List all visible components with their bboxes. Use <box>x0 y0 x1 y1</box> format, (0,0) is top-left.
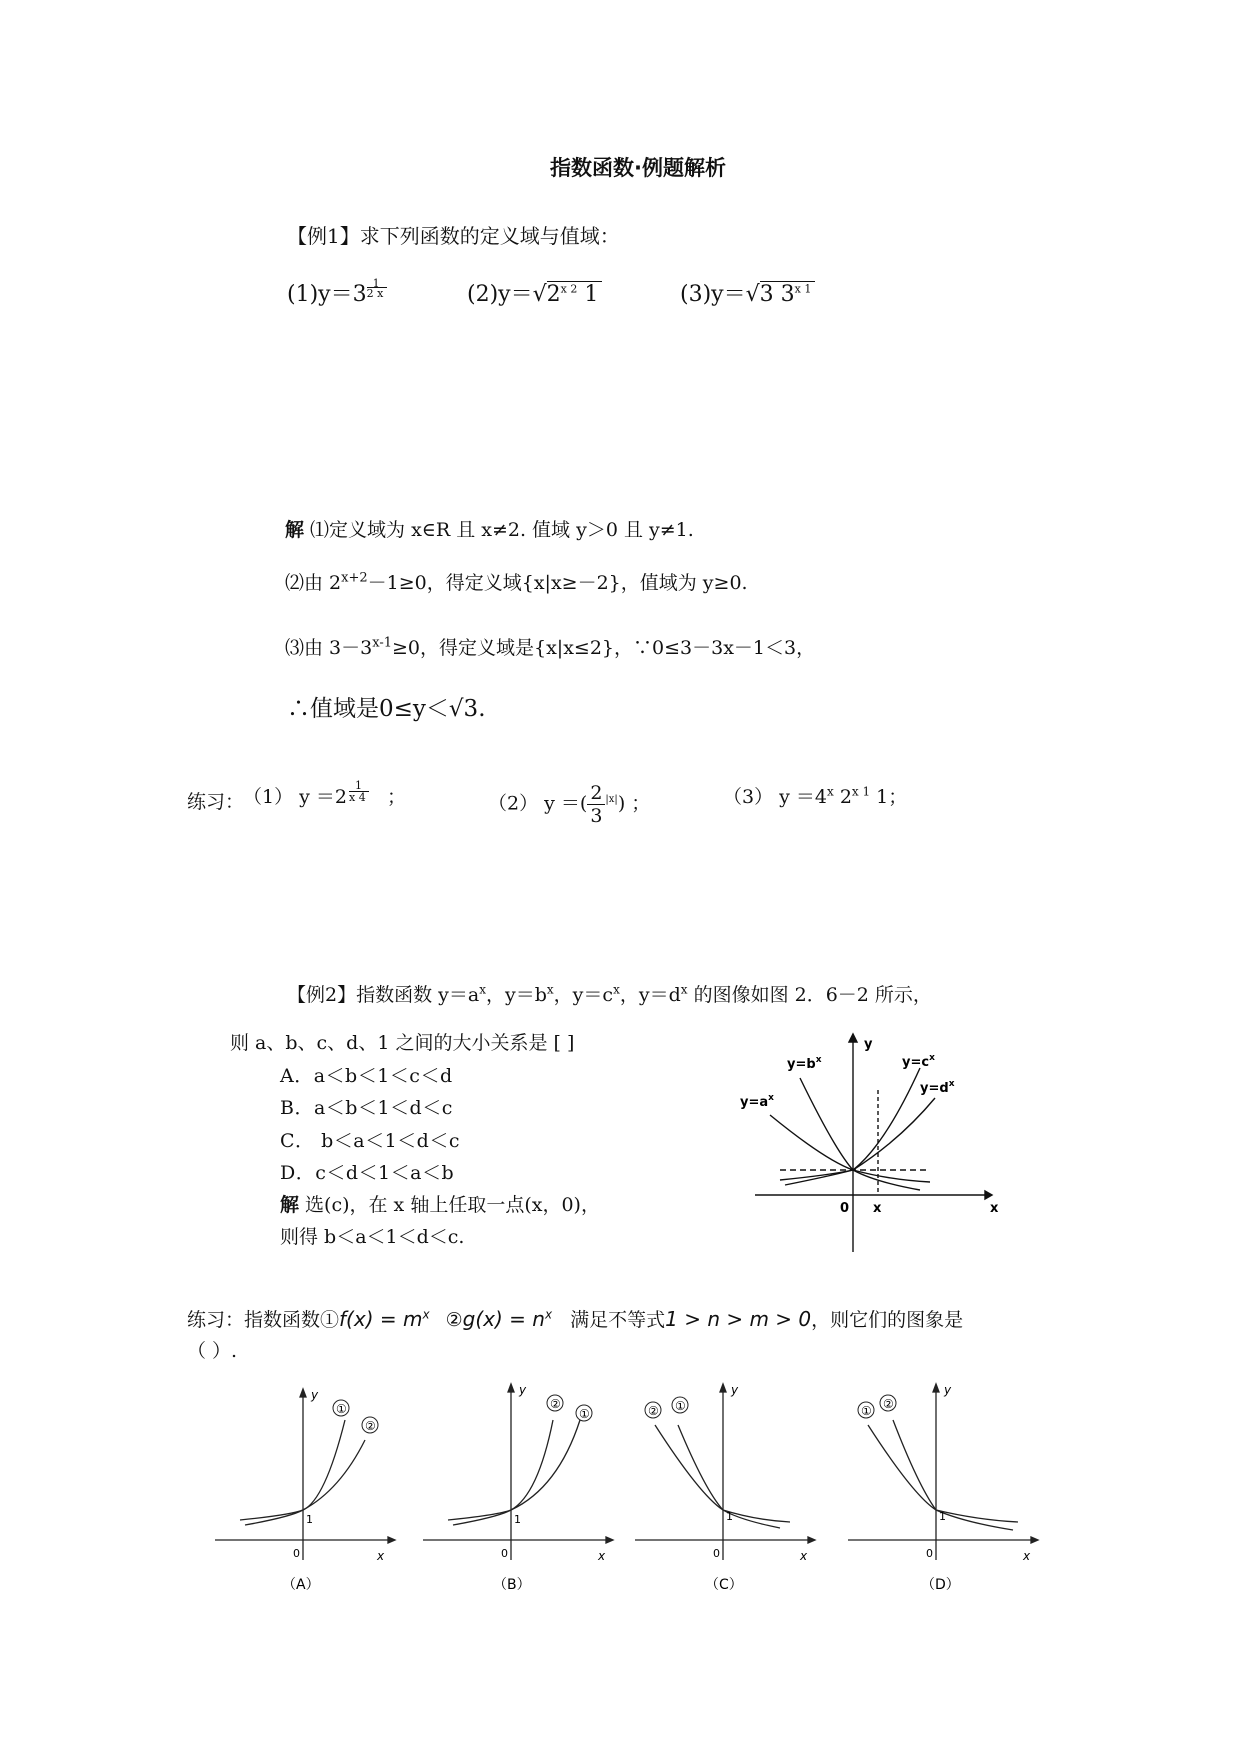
practice1-item1: （1） y ＝2 $\frac{1}{x 4}$ ； <box>243 779 407 808</box>
origin-label: 0 <box>840 1201 850 1216</box>
y-label: y <box>311 1388 319 1402</box>
exponential-graph-figure <box>740 1030 1000 1260</box>
example2-solution-line2: 则得 b＜a＜1＜d＜c. <box>280 1226 465 1248</box>
y-label: y <box>731 1383 739 1397</box>
label-y-cx: $y=c^x$ <box>902 1053 935 1070</box>
curve-1 <box>453 1420 580 1525</box>
curve-a <box>770 1115 930 1182</box>
curve-2-label: ② <box>365 1419 376 1433</box>
x-axis-label: x <box>990 1201 999 1216</box>
y-axis-label: y <box>864 1037 873 1052</box>
solution1-line1: 解 ⑴定义域为 x∈R 且 x≠2. 值域 y＞0 且 y≠1. <box>285 519 694 541</box>
one-label: 1 <box>306 1513 313 1526</box>
one-label: 1 <box>939 1510 946 1523</box>
origin-label: 0 <box>293 1547 300 1560</box>
practice2-line2: （ ）. <box>187 1340 238 1362</box>
caption-b: （B） <box>493 1577 531 1593</box>
example1-formula-1: (1)y＝3 $\frac{1}{2 x}$ <box>287 277 407 308</box>
curve-1-label: ① <box>675 1399 686 1413</box>
practice1-item2: （2） y ＝( $\frac{2}{3}$ $^{|x|}$) ； <box>488 782 651 827</box>
example2-heading: 【例2】指数函数 $y=a^x$，$y=b^x$，$y=c^x$，$y=d^x$ 的图像如图 2．6－2 所示， <box>287 982 932 1006</box>
one-label: 1 <box>726 1510 733 1523</box>
caption-d: （D） <box>921 1577 960 1593</box>
y-label: y <box>944 1383 952 1397</box>
label-y-ax: $y=a^x$ <box>740 1093 774 1110</box>
curve-1 <box>868 1425 1018 1522</box>
curve-d <box>780 1098 935 1180</box>
example1-heading: 【例1】求下列函数的定义域与值域： <box>287 224 620 248</box>
example1-formula-2: $(2)y=√2^{x 2}$ 1 <box>467 277 602 308</box>
option-a: A．a＜b＜1＜c＜d <box>280 1065 453 1087</box>
caption-c: （C） <box>705 1577 743 1593</box>
curve-1 <box>240 1420 345 1520</box>
option-b: B．a＜b＜1＜d＜c <box>280 1097 453 1119</box>
y-label: y <box>519 1383 527 1397</box>
x-label: x <box>377 1549 385 1563</box>
x-label: x <box>598 1549 606 1563</box>
curve-2 <box>448 1420 553 1520</box>
caption-a: （A） <box>282 1577 320 1593</box>
example1-formula-3: (3)y＝√3 $3^{x 1}$ <box>680 277 815 308</box>
origin-label: 0 <box>713 1547 720 1560</box>
solution1-line3: ⑶由 $3-3^{x-1}\ge 0$，得定义域是{x|x≤2}，∵0≤3－3x－1＜3， <box>285 635 816 659</box>
option-c: C． b＜a＜1＜d＜c <box>280 1130 460 1152</box>
example2-question: 则 a、b、c、d、1 之间的大小关系是 [ ] <box>230 1032 575 1054</box>
x-mark-label: x <box>873 1201 882 1216</box>
x-label: x <box>800 1549 808 1563</box>
curve-2-label: ② <box>883 1397 894 1411</box>
curve-1-label: ① <box>336 1402 347 1416</box>
choice-graph-b <box>418 1380 618 1595</box>
origin-label: 0 <box>926 1547 933 1560</box>
label-y-bx: $y=b^x$ <box>787 1055 822 1072</box>
one-label: 1 <box>514 1513 521 1526</box>
x-axis-arrow <box>985 1191 992 1199</box>
choice-graph-a <box>210 1385 400 1595</box>
example2-solution-line1: 解 选(c)，在 x 轴上任取一点(x，0)， <box>280 1194 600 1216</box>
practice1-label: 练习： <box>187 791 245 813</box>
curve-2 <box>245 1440 365 1525</box>
curve-b <box>800 1078 920 1190</box>
practice1-item3: （3） $y =4^x$ $2^{x 1}$ 1； <box>723 784 908 808</box>
curve-1-label: ① <box>861 1404 872 1418</box>
choice-graph-c <box>630 1380 820 1595</box>
choice-graph-d <box>843 1380 1043 1595</box>
solution1-line4: ∴值域是0≤y＜√3. <box>287 696 486 722</box>
origin-label: 0 <box>501 1547 508 1560</box>
x-label: x <box>1023 1549 1031 1563</box>
solution1-line2: ⑵由 $2^{x+2}-1\ge 0$，得定义域{x|x≥－2}，值域为 y≥0. <box>285 570 748 594</box>
practice2-line1: 练习：指数函数①f(x) = $m^x$ ②g(x) = $n^x$ 满足不等式1 > n > m > 0，则它们的图象是 <box>187 1307 964 1331</box>
curve-2-label: ② <box>648 1404 659 1418</box>
y-axis-arrow <box>849 1034 857 1042</box>
curve-2-label: ② <box>550 1397 561 1411</box>
curve-1-label: ① <box>579 1407 590 1421</box>
option-d: D．c＜d＜1＜a＜b <box>280 1162 455 1184</box>
label-y-dx: $y=d^x$ <box>920 1079 955 1096</box>
page-title: 指数函数·例题解析 <box>550 156 726 180</box>
